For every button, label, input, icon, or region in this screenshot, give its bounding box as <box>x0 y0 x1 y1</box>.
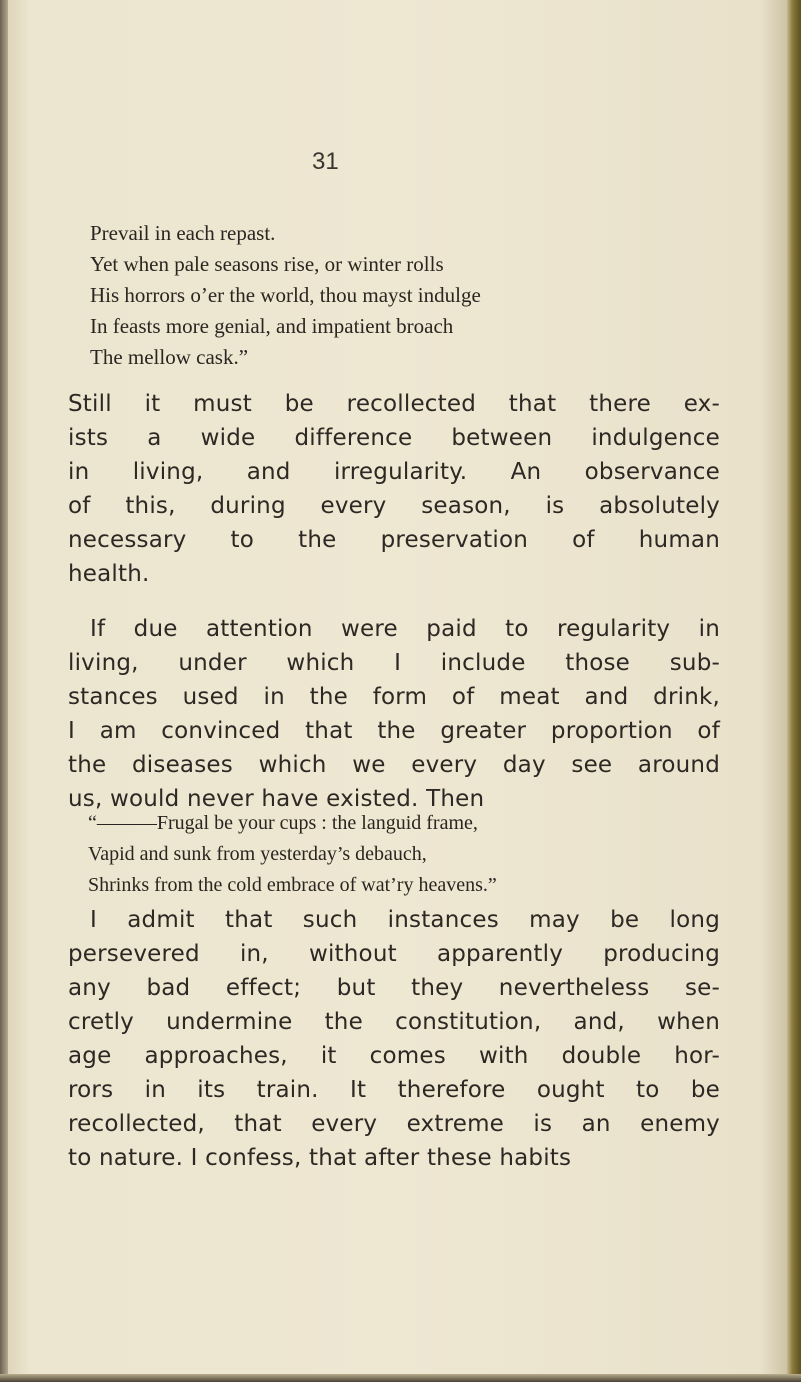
text-line: Still it must be recollected that there ex- <box>68 391 720 417</box>
verse-quote-bottom <box>88 808 497 901</box>
verse-quote-top <box>90 218 481 373</box>
paragraph-3 <box>68 903 720 1175</box>
verse-line: In feasts more genial, and impatient broach <box>90 314 454 338</box>
page-left-edge <box>0 0 8 1382</box>
text-line: stances used in the form of meat and drink, <box>68 684 720 710</box>
text-line: living, under which I include those sub- <box>68 650 720 676</box>
text-line: in living, and irregularity. An observance <box>68 459 720 485</box>
text-line: the diseases which we every day see around <box>68 752 720 778</box>
page-bottom-edge <box>0 1374 801 1382</box>
verse-line: Prevail in each repast. <box>90 221 276 245</box>
text-line: necessary to the preservation of human <box>68 527 720 553</box>
verse-line: Vapid and sunk from yesterday’s debauch, <box>88 843 427 865</box>
verse-line: Yet when pale seasons rise, or winter rolls <box>90 252 444 276</box>
text-line: ists a wide difference between indulgence <box>68 425 720 451</box>
paragraph-2 <box>68 612 720 816</box>
page-right-edge <box>787 0 801 1382</box>
text-line: I am convinced that the greater proportion of <box>68 718 720 744</box>
text-line: of this, during every season, is absolutely <box>68 493 720 519</box>
text-line: age approaches, it comes with double hor- <box>68 1043 720 1069</box>
text-line: us, would never have existed. Then <box>68 786 485 812</box>
verse-line: His horrors o’er the world, thou mayst indulge <box>90 283 481 307</box>
text-line: any bad effect; but they nevertheless se- <box>68 975 720 1001</box>
verse-line: The mellow cask.” <box>90 345 249 369</box>
text-line: If due attention were paid to regularity in <box>90 616 720 642</box>
verse-line: Shrinks from the cold embrace of wat’ry heavens.” <box>88 874 497 896</box>
text-line: recollected, that every extreme is an enemy <box>68 1111 720 1137</box>
text-line: I admit that such instances may be long <box>90 907 720 933</box>
text-line: cretly undermine the constitution, and, when <box>68 1009 720 1035</box>
text-line: persevered in, without apparently producing <box>68 941 720 967</box>
text-line: rors in its train. It therefore ought to be <box>68 1077 720 1103</box>
text-line: health. <box>68 561 150 587</box>
verse-line: “———Frugal be your cups : the languid frame, <box>88 812 478 834</box>
text-line: to nature. I confess, that after these habits <box>68 1145 572 1171</box>
page-number: 31 <box>312 148 339 175</box>
paragraph-1 <box>68 387 720 591</box>
